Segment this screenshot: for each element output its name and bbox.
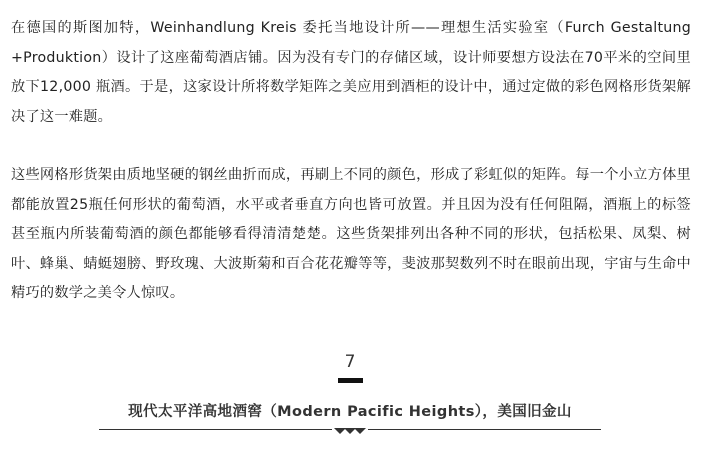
article-paragraph-store-design: 在德国的斯图加特，Weinhandlung Kreis 委托当地设计所——理想生活实验室（Furch Gestaltung +Produktion）设计了这座葡萄酒店铺。因为没有专门的存储区域，设计师要想方设法在70平米的空间里放下12,000 瓶酒。于是，这家设计所将数学矩阵之美应用到酒柜的设计中，通过定做的彩色网格形货架解决了这一难题。 — [11, 20, 691, 125]
section-title: 现代太平洋高地酒窖（Modern Pacific Heights），美国旧金山 — [128, 404, 572, 420]
article-paragraph-shelf-matrix: 这些网格形货架由质地坚硬的钢丝曲折而成，再刷上不同的颜色，形成了彩虹似的矩阵。每一个小立方体里都能放置25瓶任何形状的葡萄酒，水平或者垂直方向也皆可放置。并且因为没有任何阻隔，酒瓶上的标签甚至瓶内所装葡萄酒的颜色都能够看得清清楚楚。这些货架排列出各种不同的形状，包括松果、凤梨、树叶、蜂巢、蜻蜓翅膀、野玫瑰、大波斯菊和百合花花瓣等等，斐波那契数列不时在眼前出现，宇宙与生命中精巧的数学之美令人惊叹。 — [11, 167, 691, 301]
number-underline-bar — [338, 378, 363, 383]
next-section-heading — [0, 347, 711, 451]
article-body — [11, 14, 691, 309]
section-number: 7 — [344, 352, 356, 372]
triple-chevron-down-icon — [332, 426, 368, 436]
